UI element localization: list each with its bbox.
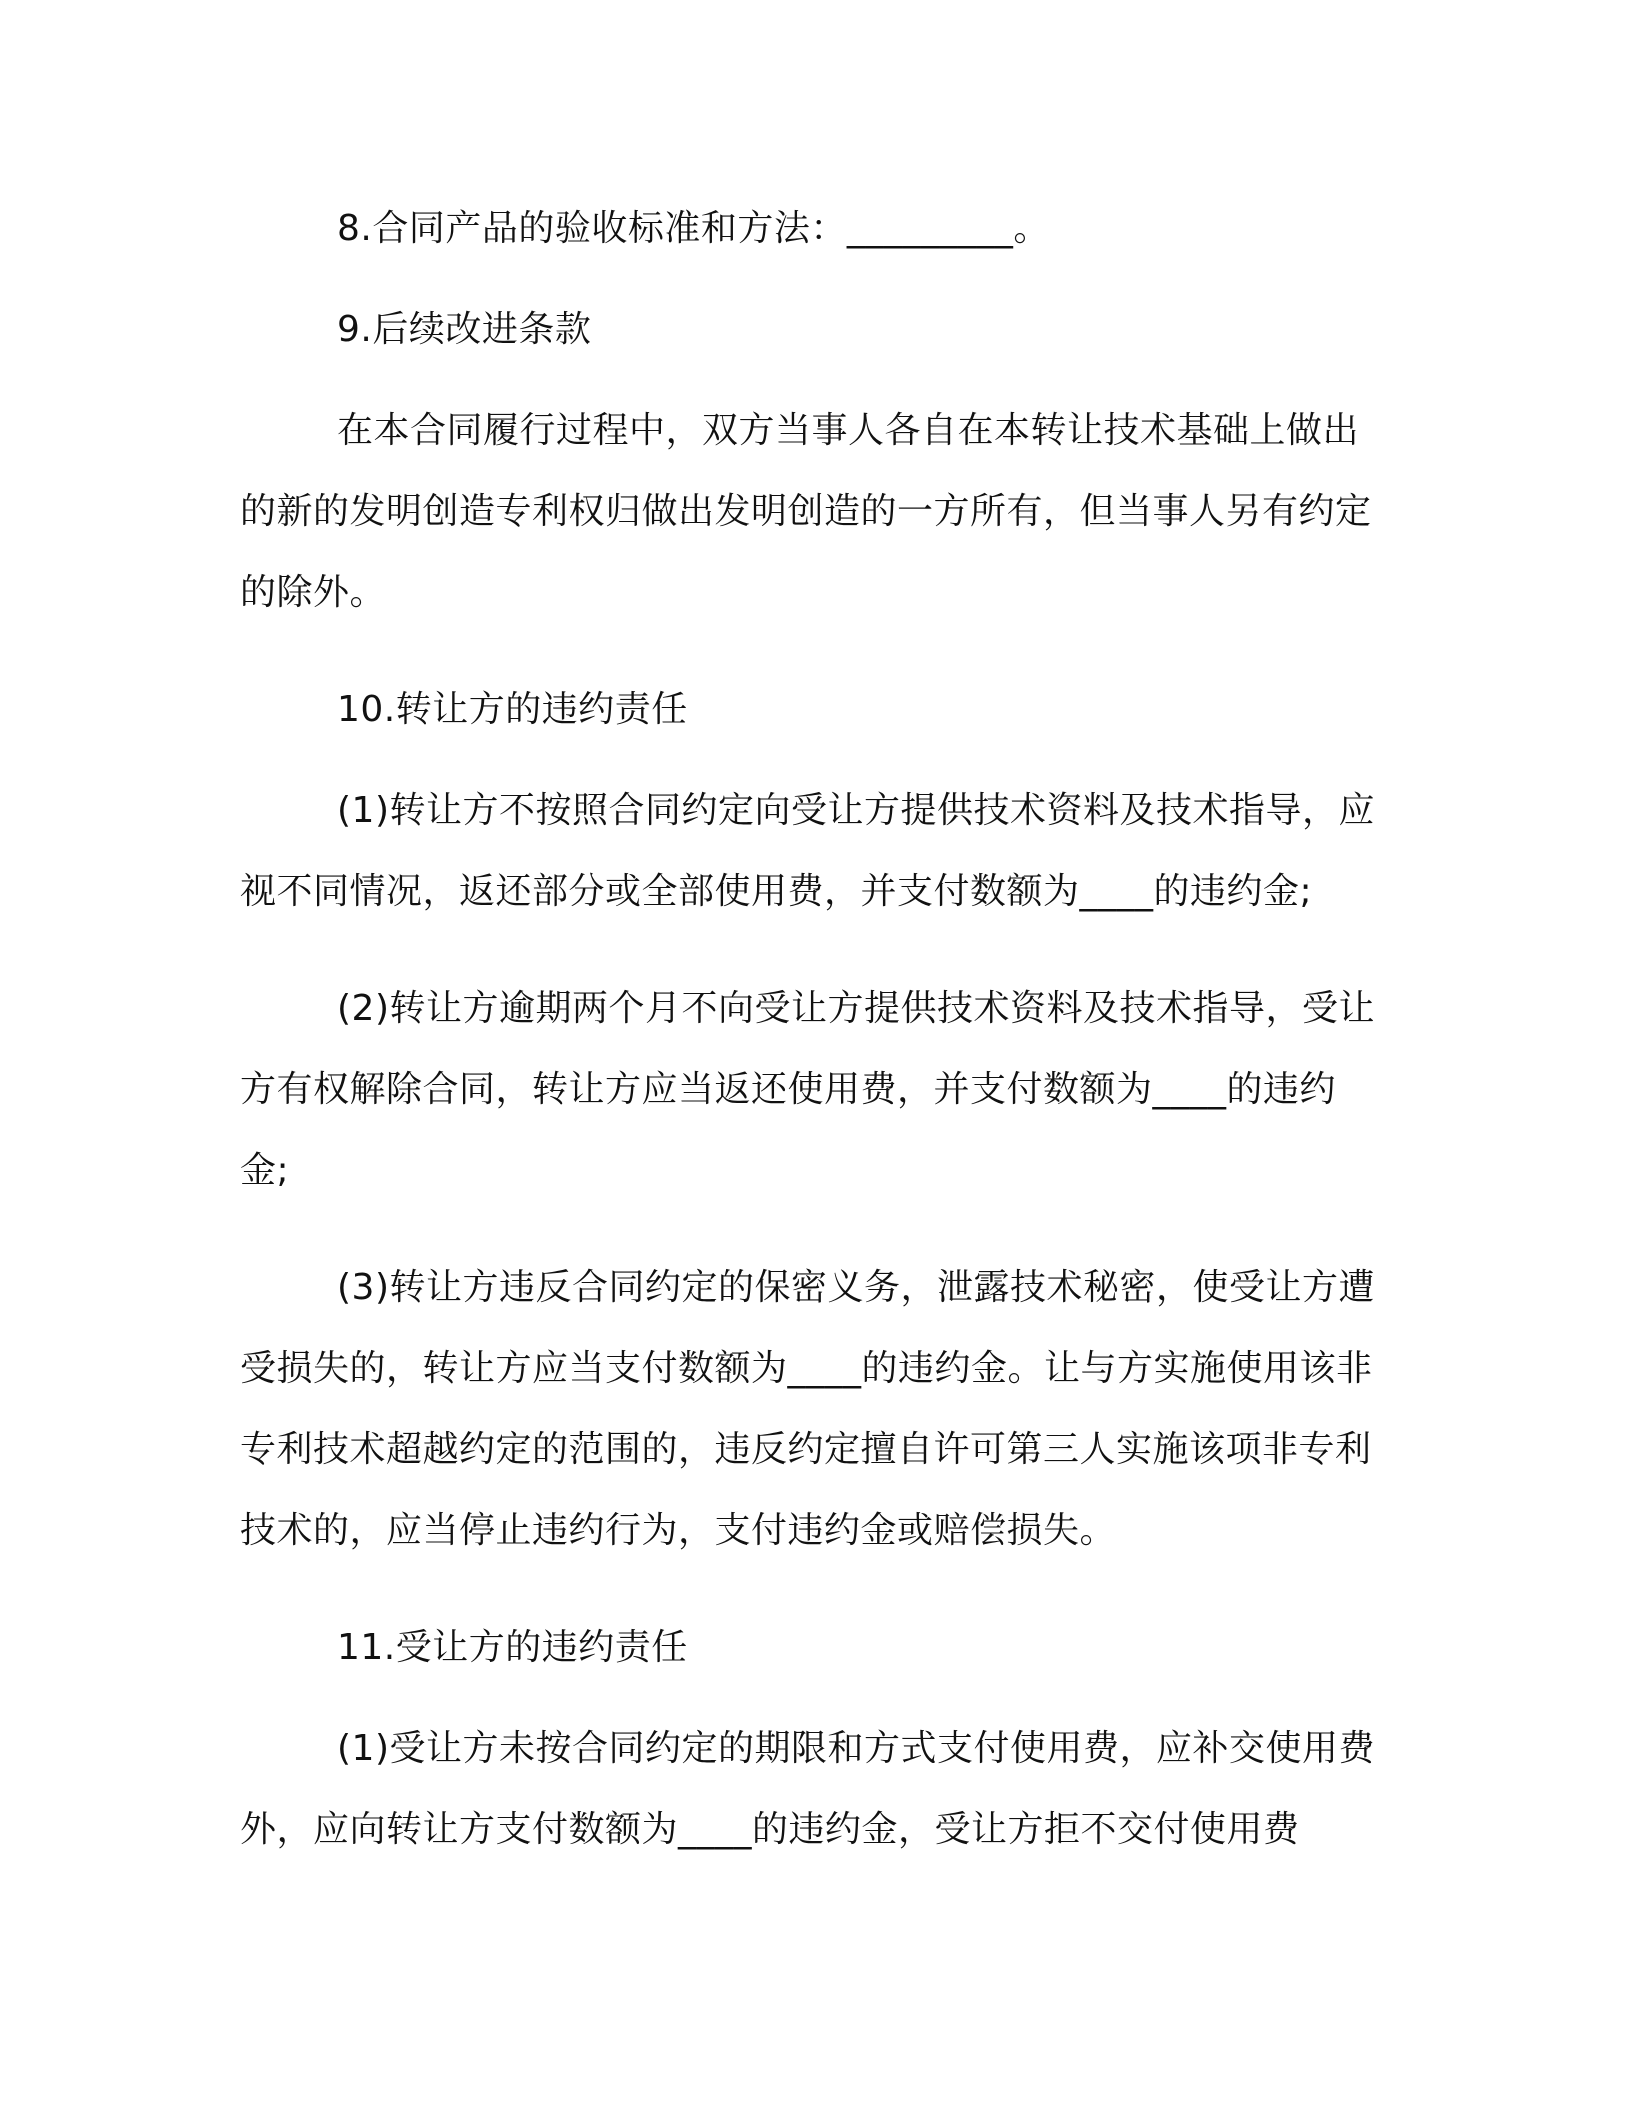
clause-8-acceptance-standard: 8.合同产品的验收标准和方法：_________。 (337, 208, 1050, 249)
clause-9-body: 在本合同履行过程中，双方当事人各自在本转让技术基础上做出的新的发明创造专利权归做出发明创造的一方所有，但当事人另有约定的除外。 (240, 410, 1372, 613)
clause-11-heading: 11.受让方的违约责任 (337, 1627, 688, 1668)
clause-10-item-2: (2)转让方逾期两个月不向受让方提供技术资料及技术指导，受让方有权解除合同，转让方应当返还使用费，并支付数额为____的违约金; (240, 988, 1375, 1191)
clause-11-item-1: (1)受让方未按合同约定的期限和方式支付使用费，应补交使用费外，应向转让方支付数额为____的违约金，受让方拒不交付使用费 (240, 1728, 1375, 1850)
clause-9-heading: 9.后续改进条款 (337, 309, 592, 350)
clause-10-item-1: (1)转让方不按照合同约定向受让方提供技术资料及技术指导，应视不同情况，返还部分或全部使用费，并支付数额为____的违约金; (240, 790, 1375, 912)
clause-10-heading: 10.转让方的违约责任 (337, 689, 688, 730)
clause-10-item-3: (3)转让方违反合同约定的保密义务，泄露技术秘密，使受让方遭受损失的，转让方应当支付数额为____的违约金。让与方实施使用该非专利技术超越约定的范围的，违反约定擅自许可第三人实施该项非专利技术的，应当停止违约行为，支付违约金或赔偿损失。 (240, 1267, 1375, 1551)
document-body (240, 188, 1385, 1906)
